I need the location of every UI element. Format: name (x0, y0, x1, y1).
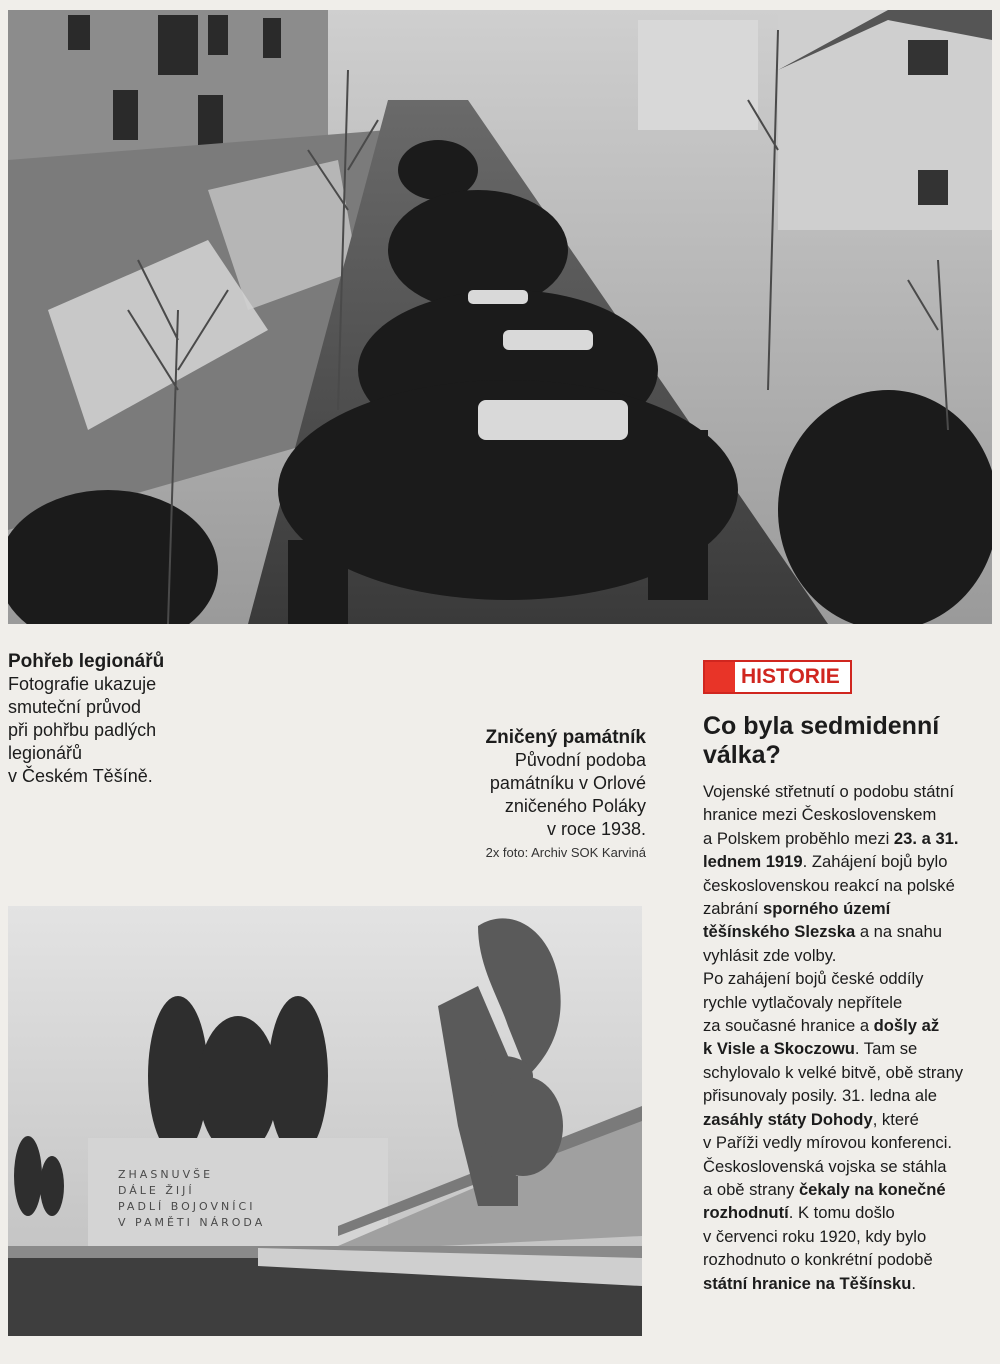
section-label-text: HISTORIE (741, 665, 840, 688)
text-run: Československá vojska se stáhla (703, 1156, 947, 1176)
photo-credit: 2x foto: Archiv SOK Karviná (485, 845, 646, 860)
bold-text: zasáhly státy Dohody (703, 1109, 873, 1129)
funeral-caption-line: legionářů (8, 743, 83, 763)
bold-text: státní hranice na Těšínsku (703, 1273, 912, 1293)
memorial-caption-line: památníku v Orlové (489, 773, 646, 793)
text-run: . K tomu došlo (788, 1203, 895, 1223)
sidebar-body-line (703, 1037, 993, 1060)
svg-text:DÁLE ŽIJÍ: DÁLE ŽIJÍ (118, 1184, 195, 1197)
funeral-caption-body (8, 673, 228, 788)
text-run: hranice mezi Československem (703, 805, 937, 825)
funeral-procession-photo (8, 10, 992, 624)
sidebar-body-line (703, 874, 993, 897)
svg-text:V PAMĚTI NÁRODA: V PAMĚTI NÁRODA (118, 1216, 266, 1229)
text-run: Vojenské střetnutí o podobu státní (703, 782, 954, 801)
text-run: a Polskem proběhlo mezi (703, 828, 894, 848)
memorial-caption-line: v roce 1938. (546, 819, 646, 839)
bold-text: k Visle a Skoczowu (703, 1039, 855, 1059)
memorial-caption-line: zničeného Poláky (504, 796, 646, 816)
sidebar-body-line (703, 1108, 993, 1131)
bold-text: sporného území (762, 899, 891, 919)
funeral-caption-line: smuteční průvod (8, 697, 142, 717)
text-run: přisunovaly posily. 31. ledna ale (703, 1086, 937, 1106)
text-run: a na snahu (855, 922, 942, 942)
sidebar-body (703, 780, 993, 1295)
funeral-caption (8, 650, 228, 788)
sidebar-body-line (703, 1084, 993, 1107)
memorial-caption-body (420, 749, 646, 841)
sidebar-body-line (703, 897, 993, 920)
text-run: v Paříži vedly mírovou konferenci. (703, 1133, 953, 1153)
bold-text: 23. a 31. (893, 828, 959, 848)
funeral-caption-line: Fotografie ukazuje (8, 674, 157, 694)
text-run: rychle vytlačovaly nepřítele (703, 992, 903, 1012)
sidebar-body-line (703, 1248, 993, 1271)
text-run: , které (872, 1109, 919, 1129)
history-sidebar (703, 660, 993, 1295)
text-run: v červenci roku 1920, kdy bylo (703, 1226, 927, 1246)
sidebar-title (703, 712, 993, 770)
text-run: . Tam se (854, 1039, 918, 1059)
sidebar-body-line (703, 991, 993, 1014)
svg-text:PADLÍ BOJOVNÍCI: PADLÍ BOJOVNÍCI (118, 1200, 256, 1213)
text-run: . Zahájení bojů bylo (802, 852, 948, 872)
sidebar-body-line (703, 1272, 993, 1295)
text-run: československou reakcí na polské (703, 875, 955, 895)
sidebar-body-line (703, 920, 993, 943)
bold-text: těšínského Slezska (703, 922, 856, 942)
sidebar-body-line (703, 967, 993, 990)
text-run: schylovalo k velké bitvě, obě strany (703, 1062, 964, 1082)
bold-text: rozhodnutí (703, 1203, 789, 1223)
sidebar-body-line (703, 803, 993, 826)
sidebar-body-line (703, 827, 993, 850)
text-run: a obě strany (703, 1179, 799, 1199)
memorial-caption (420, 726, 646, 860)
funeral-caption-line: v Českém Těšíně. (8, 766, 153, 786)
sidebar-body-line (703, 1225, 993, 1248)
funeral-caption-title: Pohřeb legionářů (8, 651, 165, 672)
sidebar-body-line (703, 1155, 993, 1178)
text-run: Po zahájení bojů české oddíly (703, 969, 924, 989)
text-run: za současné hranice a (703, 1016, 874, 1036)
text-run: zabrání (703, 899, 763, 919)
bold-text: došly až (873, 1016, 940, 1036)
sidebar-title-line: Co byla sedmidenní (703, 712, 940, 740)
sidebar-title-line: válka? (703, 741, 781, 769)
text-run: vyhlásit zde volby. (703, 945, 837, 965)
bold-text: lednem 1919 (703, 852, 803, 872)
memorial-photo (8, 906, 642, 1336)
sidebar-body-line (703, 1201, 993, 1224)
memorial-caption-line: Původní podoba (514, 750, 646, 770)
text-run: . (911, 1273, 917, 1293)
sidebar-body-line (703, 1014, 993, 1037)
label-red-block (705, 662, 735, 692)
sidebar-body-line (703, 780, 993, 803)
svg-text:ZHASNUVŠE: ZHASNUVŠE (118, 1168, 214, 1181)
text-run: rozhodnuto o konkrétní podobě (703, 1250, 933, 1270)
sidebar-body-line (703, 1061, 993, 1084)
sidebar-body-line (703, 1178, 993, 1201)
memorial-caption-title: Zničený památník (485, 727, 646, 748)
sidebar-body-line (703, 944, 993, 967)
funeral-caption-line: při pohřbu padlých (8, 720, 157, 740)
sidebar-body-line (703, 850, 993, 873)
section-label (703, 660, 852, 694)
bold-text: čekaly na konečné (798, 1179, 946, 1199)
sidebar-body-line (703, 1131, 993, 1154)
